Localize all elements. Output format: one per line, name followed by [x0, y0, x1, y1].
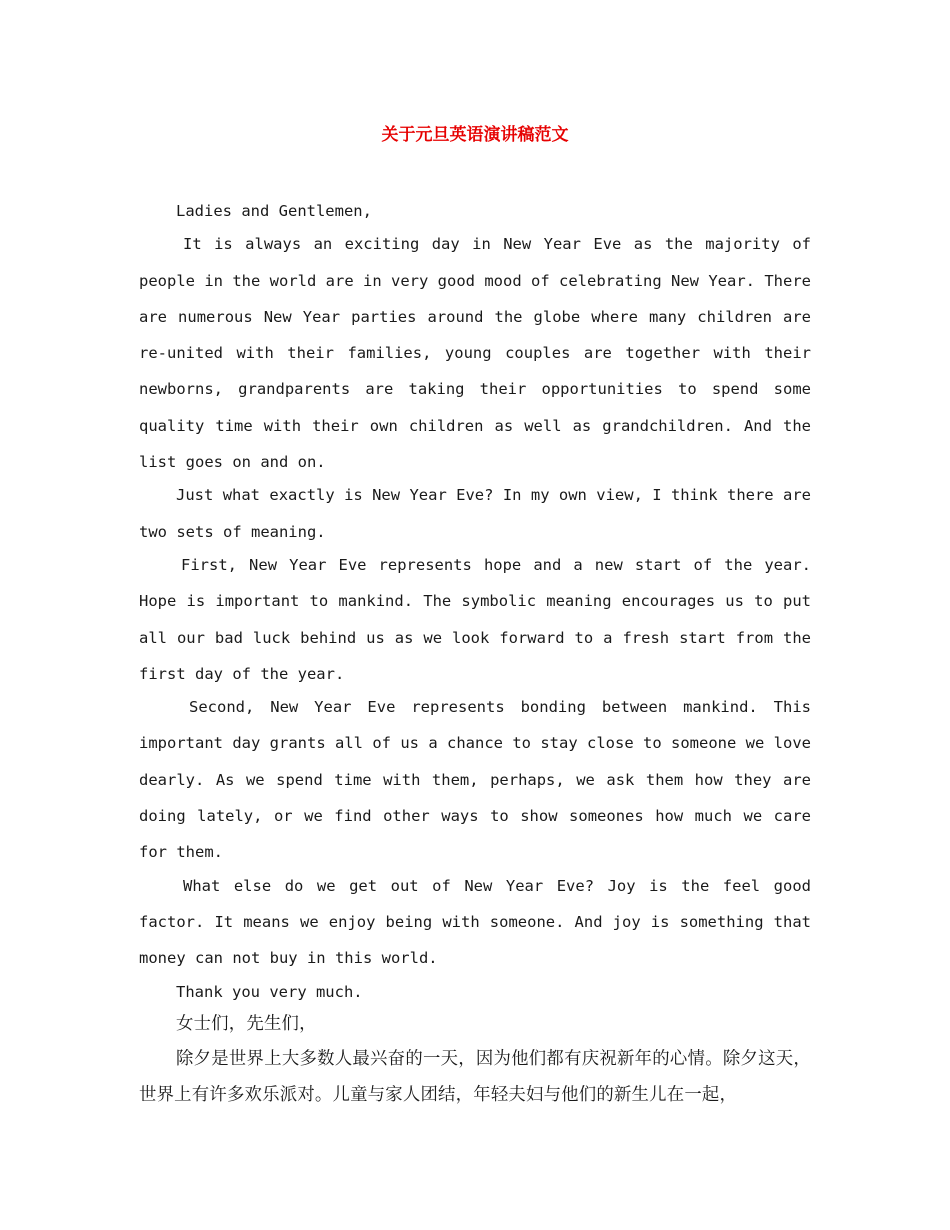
paragraph-intro: It is always an exciting day in New Year Eve as the majority of people in the world are in very good mood of celebrating New Year. There are numerous New Year parties around the globe where many children are re-united with their families, young couples are together with their newborns, grandparents are taking their opportunities to spend some quality time with their own children as well as grandchildren. And the list goes on and on. [139, 235, 811, 472]
paragraph-zh-intro: 除夕是世界上大多数人最兴奋的一天，因为他们都有庆祝新年的心情。除夕这天，世界上有许多欢乐派对。儿童与家人团结，年轻夫妇与他们的新生儿在一起， [139, 1049, 811, 1105]
document-title: 关于元旦英语演讲稿范文 [381, 125, 569, 145]
paragraph-question: Just what exactly is New Year Eve? In my own view, I think there are two sets of meaning. [139, 486, 811, 541]
paragraph-zh-salutation: 女士们，先生们， [176, 1013, 317, 1034]
paragraph-first: First, New Year Eve represents hope and a new start of the year. Hope is important to mankind. The symbolic meaning encourages us to put all our bad luck behind us as we look forward to a fresh start from the first day of the year. [139, 555, 811, 683]
paragraph-salutation: Ladies and Gentlemen, [176, 202, 372, 220]
paragraph-closing: Thank you very much. [176, 982, 363, 1001]
paragraph-joy: What else do we get out of New Year Eve? Joy is the feel good factor. It means we enjoy being with someone. And joy is something that money can not buy in this world. [139, 876, 811, 968]
paragraph-second: Second, New Year Eve represents bonding between mankind. This important day grants all of us a chance to stay close to someone we love dearly. As we spend time with them, perhaps, we ask them how they are doing lately, or we find other ways to show someones how much we care for them. [139, 698, 811, 862]
document-body [139, 193, 811, 1113]
